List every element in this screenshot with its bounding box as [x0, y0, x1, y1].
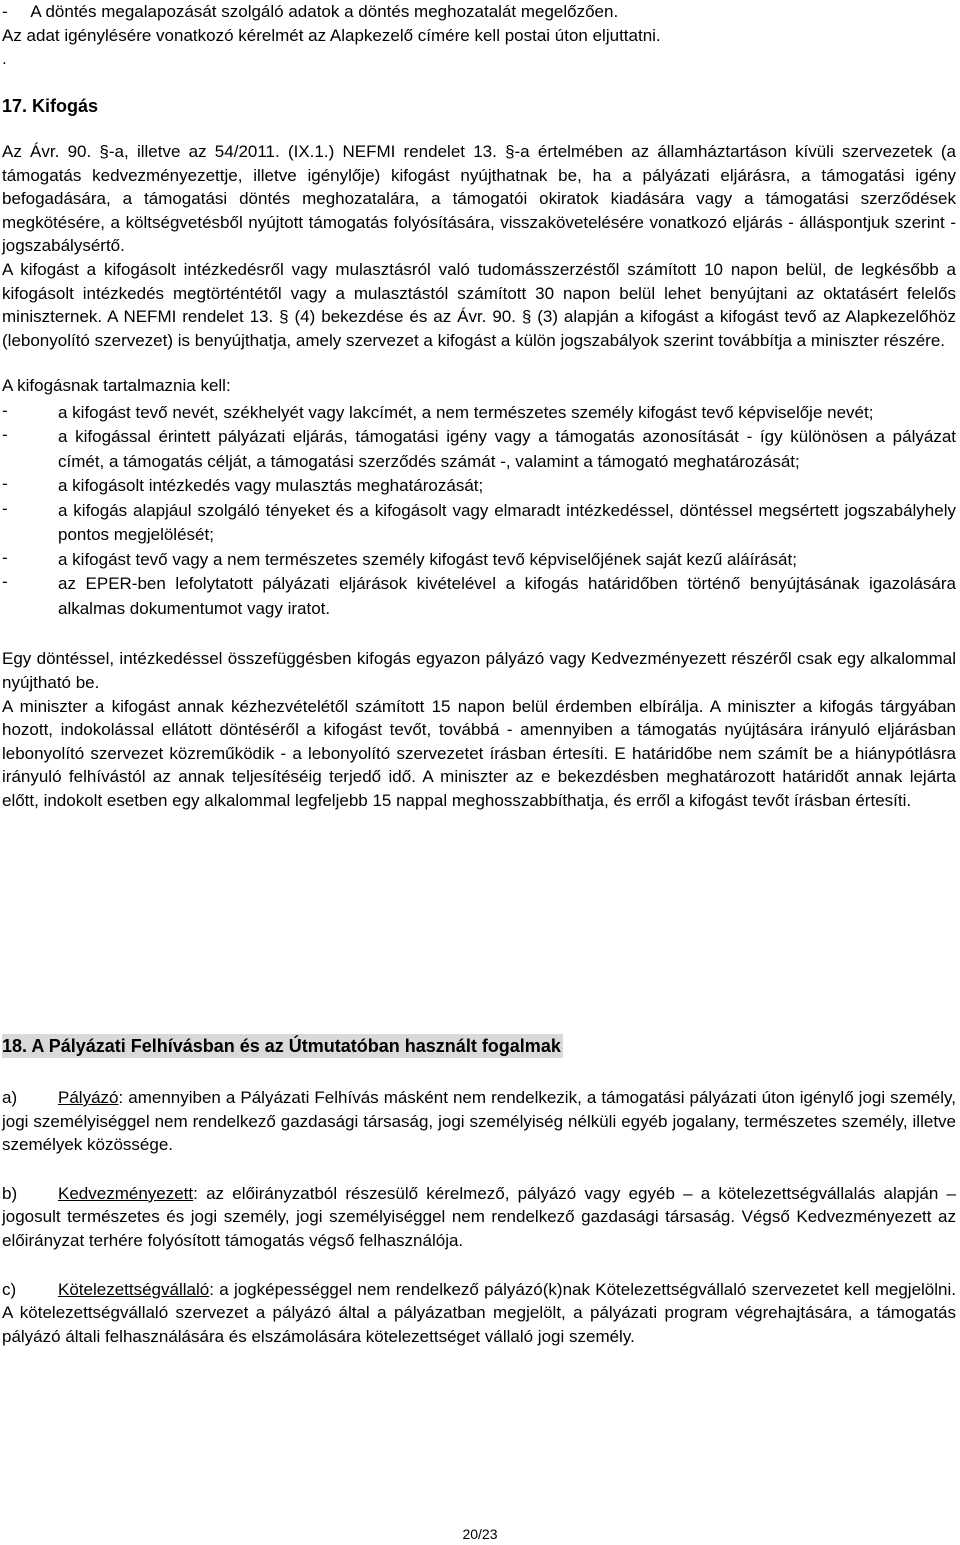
- paragraph: A kifogást a kifogásolt intézkedésről vagy mulasztásról való tudomásszerzéstől számított 10 napon belül, de legkésőbb a kifogásolt intézkedés megtörténtétől vagy a mulasztástól számított 30 napon belül lehet benyújtani az oktatásért felelős miniszternek. A NEFMI rendelet 13. § (4) bekezdése és az Ávr. 90. § (3) alapján a kifogást a kifogást tevő az Alapkezelőhöz (lebonyolító szervezet) is benyújthatja, amely szervezet a kifogást a külön jogszabályok szerint továbbítja a miniszter részére.: [2, 259, 956, 350]
- list-item: - a kifogásolt intézkedés vagy mulasztás meghatározását;: [2, 474, 484, 496]
- section-17: [2, 94, 956, 813]
- section-heading: 18. A Pályázati Felhívásban és az Útmutatóban használt fogalmak: [2, 1036, 561, 1056]
- definition-term: Kötelezettségvállaló: [58, 1279, 210, 1299]
- list-item: - a kifogás alapjául szolgáló tényeket és a kifogásolt vagy elmaradt intézkedéssel, döntéssel megsértett jogszabályhely pontos megjelölését;: [2, 498, 956, 545]
- paragraph: Az Ávr. 90. §-a, illetve az 54/2011. (IX.1.) NEFMI rendelet 13. §-a értelmében az államháztartáson kívüli szervezetek (a támogatás kedvezményezettje, illetve igénylője) kifogást nyújthatnak be, ha a pályázati eljárásra, a támogatási igény befogadására, a támogatási döntés meghozatalára, a támogatói okiratok kiadására vagy a támogatási szerződések megkötésére, a költségvetésből nyújtott támogatás folyósítására, visszakövetelésére vonatkozó eljárás - álláspontjuk szerint - jogszabálysértő.: [2, 142, 956, 256]
- list-item: - az EPER-ben lefolytatott pályázati eljárások kivételével a kifogás határidőben történő benyújtásának igazolására alkalmas dokumentumot vagy iratot.: [2, 572, 956, 618]
- top-lines: [2, 0, 956, 71]
- definition-term: Kedvezményezett: [58, 1183, 194, 1203]
- list-item: - a kifogással érintett pályázati eljárás, támogatási igény vagy a támogatás azonosítását - így különösen a pályázat címét, a támogatás célját, a támogatási szerződés számát -, valamint a támogató meghatározását;: [2, 425, 956, 471]
- text-line: Az adat igénylésére vonatkozó kérelmét az Alapkezelő címére kell postai úton eljuttatni.: [2, 25, 661, 45]
- paragraph: Egy döntéssel, intézkedéssel összefüggésben kifogás egyazon pályázó vagy Kedvezményezett részéről csak egy alkalommal nyújtható be.: [2, 649, 956, 693]
- text-line: .: [2, 49, 7, 69]
- definition-item: b) Kedvezményezett: az előirányzatból részesülő kérelmező, pályázó vagy egyéb – a kötelezettségvállalás alapján – jogosult természetes és jogi személy, jogi személyiséggel nem rendelkező gazdasági társaság. Végső Kedvezményezett az előirányzat terhére folyósított támogatás végső felhasználója.: [2, 1183, 956, 1250]
- list-intro: A kifogásnak tartalmaznia kell:: [2, 376, 231, 396]
- text-line: - A döntés megalapozását szolgáló adatok a döntés meghozatalát megelőzően.: [2, 2, 619, 21]
- requirements-list: [2, 401, 956, 622]
- list-item: - a kifogást tevő nevét, székhelyét vagy lakcímét, a nem természetes személy kifogást tevő képviselője nevét;: [2, 400, 874, 422]
- section-heading: 17. Kifogás: [2, 96, 99, 116]
- list-item: - a kifogást tevő vagy a nem természetes személy kifogást tevő képviselőjének saját kezű aláírását;: [2, 547, 797, 569]
- definition-item: a) Pályázó: amennyiben a Pályázati Felhívás másként nem rendelkezik, a támogatási pályázati úton igénylő jogi személy, jogi személyiséggel nem rendelkező gazdasági társaság, jogi személyiség nélküli egyéb jogalany, természetes személy, illetve személyek közössége.: [2, 1088, 956, 1155]
- paragraph: A miniszter a kifogást annak kézhezvételétől számított 15 napon belül érdemben elbírálja. A miniszter a kifogás tárgyában hozott, indokolással ellátott döntéséről a kifogást tevőt, továbbá - amennyiben a támogatás nyújtására irányuló eljárásban lebonyolító szervezet közreműködik - a lebonyolító szervezetet írásban értesíti. E határidőbe nem számít be a hiánypótlásra irányuló felhívástól az annak teljesítéséig terjedő idő. A miniszter az e bekezdésben meghatározott határidőt annak lejárta előtt, indokolt esetben egy alkalommal legfeljebb 15 nappal meghosszabbíthatja, és erről a kifogást tevőt írásban értesíti.: [2, 696, 956, 810]
- page-number: 20/23: [462, 1526, 498, 1542]
- definition-term: Pályázó: [58, 1088, 119, 1107]
- definition-item: c) Kötelezettségvállaló: a jogképességgel nem rendelkező pályázó(k)nak Kötelezettségvállaló szervezetet kell megjelölni. A kötelezettségvállaló szervezet a pályázó által a pályázatban megjelölt, a pályázati program végrehajtására, a támogatás pályázó általi felhasználására és elszámolására kötelezettséget vállaló jogi személy.: [2, 1279, 956, 1346]
- section-18: [2, 1034, 956, 1348]
